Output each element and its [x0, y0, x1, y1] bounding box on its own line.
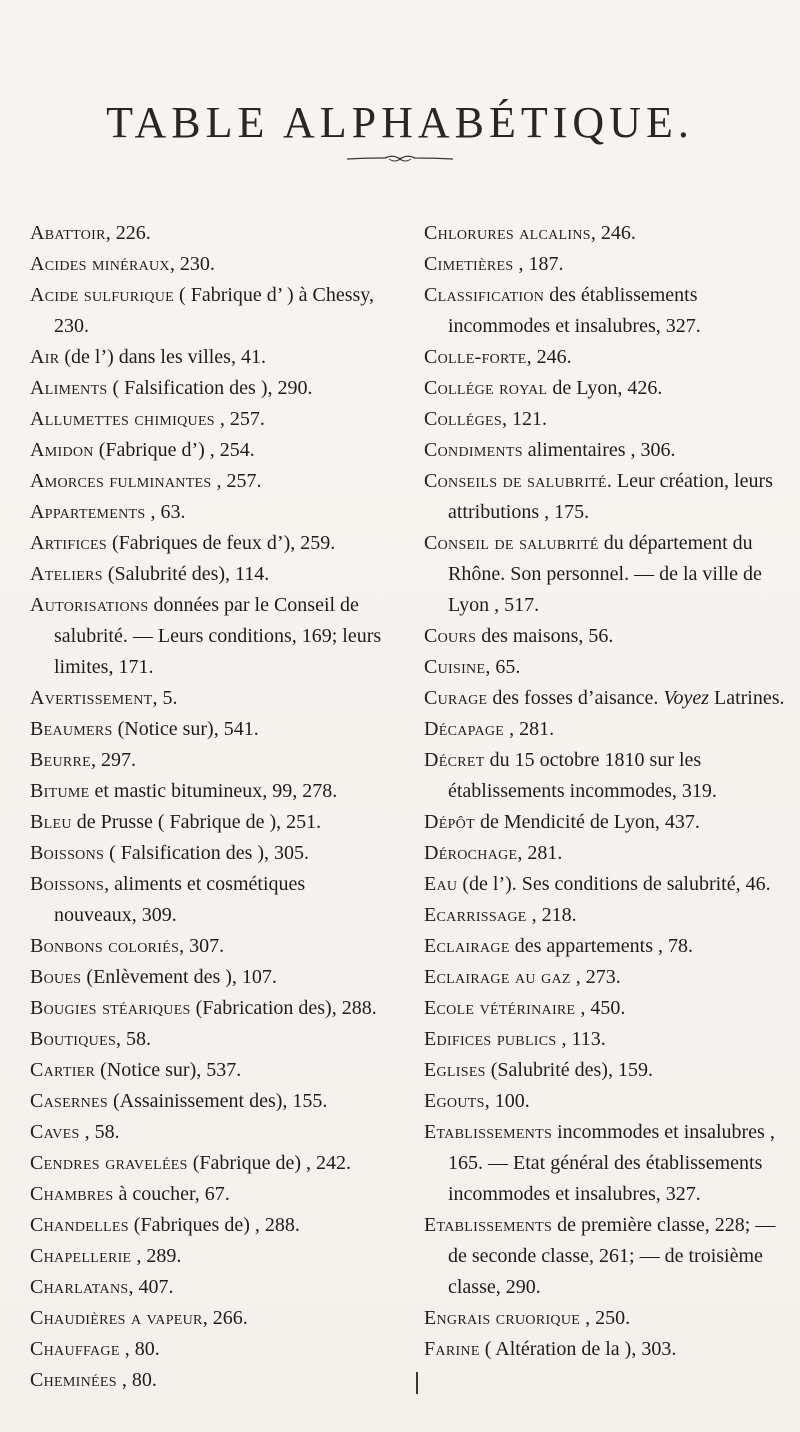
entry-text: , 226. [105, 222, 151, 244]
entry-text: , 80. [116, 1369, 157, 1391]
entry-key: Colléges [424, 408, 502, 430]
column-mark [416, 1372, 418, 1394]
entry-text: , 230. [169, 253, 215, 275]
entry-text: , 5. [152, 687, 178, 709]
entry-key: Allumettes chimiques [30, 408, 215, 430]
entry-key: Bougies stéariques [30, 997, 191, 1019]
entry-key: Colle-forte [424, 346, 527, 368]
entry-text: , 58. [79, 1121, 120, 1143]
index-entry [424, 373, 786, 404]
index-entry [30, 559, 390, 590]
entry-key: Cartier [30, 1059, 96, 1081]
index-entry [424, 621, 786, 652]
entry-key: Aliments [30, 377, 108, 399]
entry-text: (Fabriques de) , 288. [128, 1214, 300, 1236]
right-column [424, 218, 786, 1365]
entry-text: , 113. [556, 1028, 606, 1050]
entry-text: (de l’). Ses conditions de salubrité, 46. [457, 873, 771, 895]
entry-key: Eau [424, 873, 458, 895]
entry-text: , 58. [116, 1028, 152, 1050]
index-entry [30, 931, 390, 962]
entry-key: Conseils de salubrité [424, 470, 607, 492]
entry-text: , 266. [202, 1307, 248, 1329]
entry-text: à coucher, 67. [113, 1183, 230, 1205]
entry-key: Boissons [30, 873, 105, 895]
index-entry [424, 342, 786, 373]
index-entry [424, 404, 786, 435]
index-entry [30, 1272, 390, 1303]
index-entry [30, 1303, 390, 1334]
entry-key: Cendres gravelées [30, 1152, 188, 1174]
entry-text: , 63. [145, 501, 186, 523]
entry-text: , 257. [214, 408, 265, 430]
index-entry [424, 280, 786, 342]
entry-key: Conseil de salubrité [424, 532, 599, 554]
entry-text: , 407. [128, 1276, 174, 1298]
index-entry [30, 466, 390, 497]
entry-text: des fosses d’aisance. [487, 687, 664, 709]
entry-key: Etablissements [424, 1214, 553, 1236]
entry-text: , aliments et cosmétiques nouveaux, 309. [54, 873, 306, 926]
index-entry [30, 1117, 390, 1148]
entry-text: du département du Rhône. Son personnel. — de la ville de Lyon , 517. [448, 532, 762, 616]
entry-text: des appartements , 78. [509, 935, 693, 957]
entry-key: Edifices publics [424, 1028, 557, 1050]
ornament-rule [345, 153, 455, 165]
entry-key: Bitume [30, 780, 90, 802]
index-entry [424, 1086, 786, 1117]
index-entry [30, 838, 390, 869]
entry-text: (Fabrique de) , 242. [187, 1152, 352, 1174]
index-entry [30, 776, 390, 807]
index-entry [424, 900, 786, 931]
entry-text: , 257. [211, 470, 262, 492]
entry-key: Amorces fulminantes [30, 470, 212, 492]
entry-key: Dérochage [424, 842, 518, 864]
entry-key: Avertissement [30, 687, 153, 709]
index-entry [30, 1241, 390, 1272]
entry-key: Condiments [424, 439, 523, 461]
entry-key: Eclairage au gaz [424, 966, 571, 988]
index-entry [424, 1334, 786, 1365]
entry-text: (Notice sur), 541. [112, 718, 259, 740]
entry-text: de Mendicité de Lyon, 437. [474, 811, 700, 833]
entry-text: (Fabriques de feux d’), 259. [106, 532, 336, 554]
index-entry [30, 807, 390, 838]
index-entry [424, 683, 786, 714]
entry-key: Boissons [30, 842, 105, 864]
index-entry [424, 1117, 786, 1210]
index-entry [30, 1365, 390, 1396]
entry-text: incommodes et insalubres , 165. — Etat général des établissements incommodes et insalubres, 327. [448, 1121, 775, 1205]
index-entry [424, 1303, 786, 1334]
entry-key: Dépôt [424, 811, 475, 833]
entry-key: Boutiques [30, 1028, 117, 1050]
index-entry [30, 745, 390, 776]
entry-text: alimentaires , 306. [522, 439, 676, 461]
entry-text: , 246. [526, 346, 572, 368]
entry-key: Bleu [30, 811, 72, 833]
index-entry [30, 1179, 390, 1210]
entry-key: Ateliers [30, 563, 103, 585]
index-entry [30, 1024, 390, 1055]
entry-text: . Leur création, leurs attributions , 175. [448, 470, 773, 523]
entry-key: Cheminées [30, 1369, 117, 1391]
entry-text: données par le Conseil de salubrité. — Leurs conditions, 169; leurs limites, 171. [54, 594, 382, 678]
entry-text: des maisons, 56. [476, 625, 614, 647]
entry-text: , 80. [119, 1338, 160, 1360]
index-entry [30, 497, 390, 528]
entry-text: ( Falsification des ), 290. [107, 377, 313, 399]
entry-text: , 281. [504, 718, 555, 740]
entry-key: Chandelles [30, 1214, 129, 1236]
entry-key: Cuisine [424, 656, 486, 678]
index-entry [30, 869, 390, 931]
index-entry [30, 1334, 390, 1365]
entry-key: Ecarrissage [424, 904, 527, 926]
entry-key: Chaudières a vapeur [30, 1307, 203, 1329]
entry-key: Cimetières [424, 253, 514, 275]
entry-text: , 121. [501, 408, 547, 430]
entry-text: , 281. [517, 842, 563, 864]
index-entry [30, 683, 390, 714]
entry-key: Chambres [30, 1183, 114, 1205]
entry-key: Cours [424, 625, 477, 647]
index-entry [424, 1210, 786, 1303]
entry-key: Artifices [30, 532, 107, 554]
entry-key: Eglises [424, 1059, 486, 1081]
index-entry [424, 249, 786, 280]
index-entry [30, 1210, 390, 1241]
entry-text: (Fabrique d’) , 254. [93, 439, 255, 461]
entry-key: Beurre [30, 749, 92, 771]
entry-text: , 218. [526, 904, 577, 926]
index-entry [30, 373, 390, 404]
entry-text: (Notice sur), 537. [95, 1059, 242, 1081]
entry-text: , 297. [91, 749, 137, 771]
index-entry [30, 342, 390, 373]
entry-text: , 187. [513, 253, 564, 275]
index-entry [30, 714, 390, 745]
entry-key: Egouts [424, 1090, 485, 1112]
entry-text: de Prusse ( Fabrique de ), 251. [71, 811, 322, 833]
index-entry [30, 528, 390, 559]
entry-text: de Lyon, 426. [547, 377, 663, 399]
entry-key: Caves [30, 1121, 80, 1143]
entry-key: Collége royal [424, 377, 548, 399]
entry-text: , 250. [580, 1307, 631, 1329]
entry-text: (Fabrication des), 288. [190, 997, 377, 1019]
index-columns [24, 218, 784, 1398]
entry-key: Farine [424, 1338, 480, 1360]
index-entry [424, 528, 786, 621]
entry-text-tail: Latrines. [708, 687, 785, 709]
entry-text: (de l’) dans les villes, 41. [59, 346, 266, 368]
entry-text: , 307. [179, 935, 225, 957]
entry-key: Décret [424, 749, 485, 771]
entry-text: et mastic bitumineux, 99, 278. [89, 780, 338, 802]
entry-text: (Salubrité des), 159. [485, 1059, 653, 1081]
index-entry [30, 1086, 390, 1117]
entry-key: Ecole vétérinaire [424, 997, 576, 1019]
entry-key: Chauffage [30, 1338, 120, 1360]
index-entry [424, 435, 786, 466]
entry-text: , 246. [590, 222, 636, 244]
left-column [30, 218, 390, 1396]
index-entry [424, 931, 786, 962]
index-entry [30, 435, 390, 466]
entry-text: , 273. [570, 966, 621, 988]
index-entry [424, 962, 786, 993]
entry-key: Chapellerie [30, 1245, 132, 1267]
page-title: TABLE ALPHABÉTIQUE. [106, 98, 694, 148]
entry-text: ( Fabrique d’ ) à Chessy, 230. [54, 284, 374, 337]
entry-key: Décapage [424, 718, 505, 740]
index-entry [30, 404, 390, 435]
entry-key: Engrais cruorique [424, 1307, 581, 1329]
index-entry [30, 993, 390, 1024]
entry-key: Appartements [30, 501, 146, 523]
entry-key: Air [30, 346, 60, 368]
index-entry [424, 838, 786, 869]
index-entry [424, 869, 786, 900]
entry-key: Etablissements [424, 1121, 553, 1143]
index-entry [424, 745, 786, 807]
entry-text: de première classe, 228; — de seconde classe, 261; — de troisième classe, 290. [448, 1214, 776, 1298]
index-entry [424, 807, 786, 838]
entry-key: Abattoir [30, 222, 106, 244]
index-entry [424, 1024, 786, 1055]
index-entry [30, 1055, 390, 1086]
index-entry [30, 1148, 390, 1179]
index-entry [424, 218, 786, 249]
entry-text: , 450. [575, 997, 626, 1019]
index-entry [30, 249, 390, 280]
entry-key: Casernes [30, 1090, 108, 1112]
entry-key: Eclairage [424, 935, 510, 957]
entry-key: Bonbons coloriés [30, 935, 180, 957]
entry-key: Amidon [30, 439, 94, 461]
entry-text: , 100. [484, 1090, 530, 1112]
index-entry [424, 714, 786, 745]
entry-crossref: Voyez [663, 687, 709, 709]
entry-text: (Assainissement des), 155. [107, 1090, 328, 1112]
entry-key: Curage [424, 687, 488, 709]
entry-key: Chlorures alcalins [424, 222, 591, 244]
index-entry [30, 962, 390, 993]
index-entry [424, 993, 786, 1024]
index-entry [30, 280, 390, 342]
entry-text: ( Falsification des ), 305. [104, 842, 310, 864]
entry-text: , 289. [131, 1245, 182, 1267]
entry-text: du 15 octobre 1810 sur les établissements incommodes, 319. [448, 749, 717, 802]
entry-key: Acides minéraux [30, 253, 170, 275]
entry-text: des établissements incommodes et insalubres, 327. [448, 284, 701, 337]
index-entry [424, 466, 786, 528]
entry-key: Autorisations [30, 594, 149, 616]
entry-key: Beaumers [30, 718, 113, 740]
index-entry [30, 218, 390, 249]
entry-key: Charlatans [30, 1276, 129, 1298]
entry-text: ( Altération de la ), 303. [479, 1338, 677, 1360]
entry-key: Acide sulfurique [30, 284, 175, 306]
index-entry [30, 590, 390, 683]
index-entry [424, 652, 786, 683]
entry-key: Boues [30, 966, 82, 988]
entry-text: (Enlèvement des ), 107. [81, 966, 277, 988]
entry-text: , 65. [485, 656, 521, 678]
index-entry [424, 1055, 786, 1086]
entry-key: Classification [424, 284, 545, 306]
entry-text: (Salubrité des), 114. [102, 563, 270, 585]
